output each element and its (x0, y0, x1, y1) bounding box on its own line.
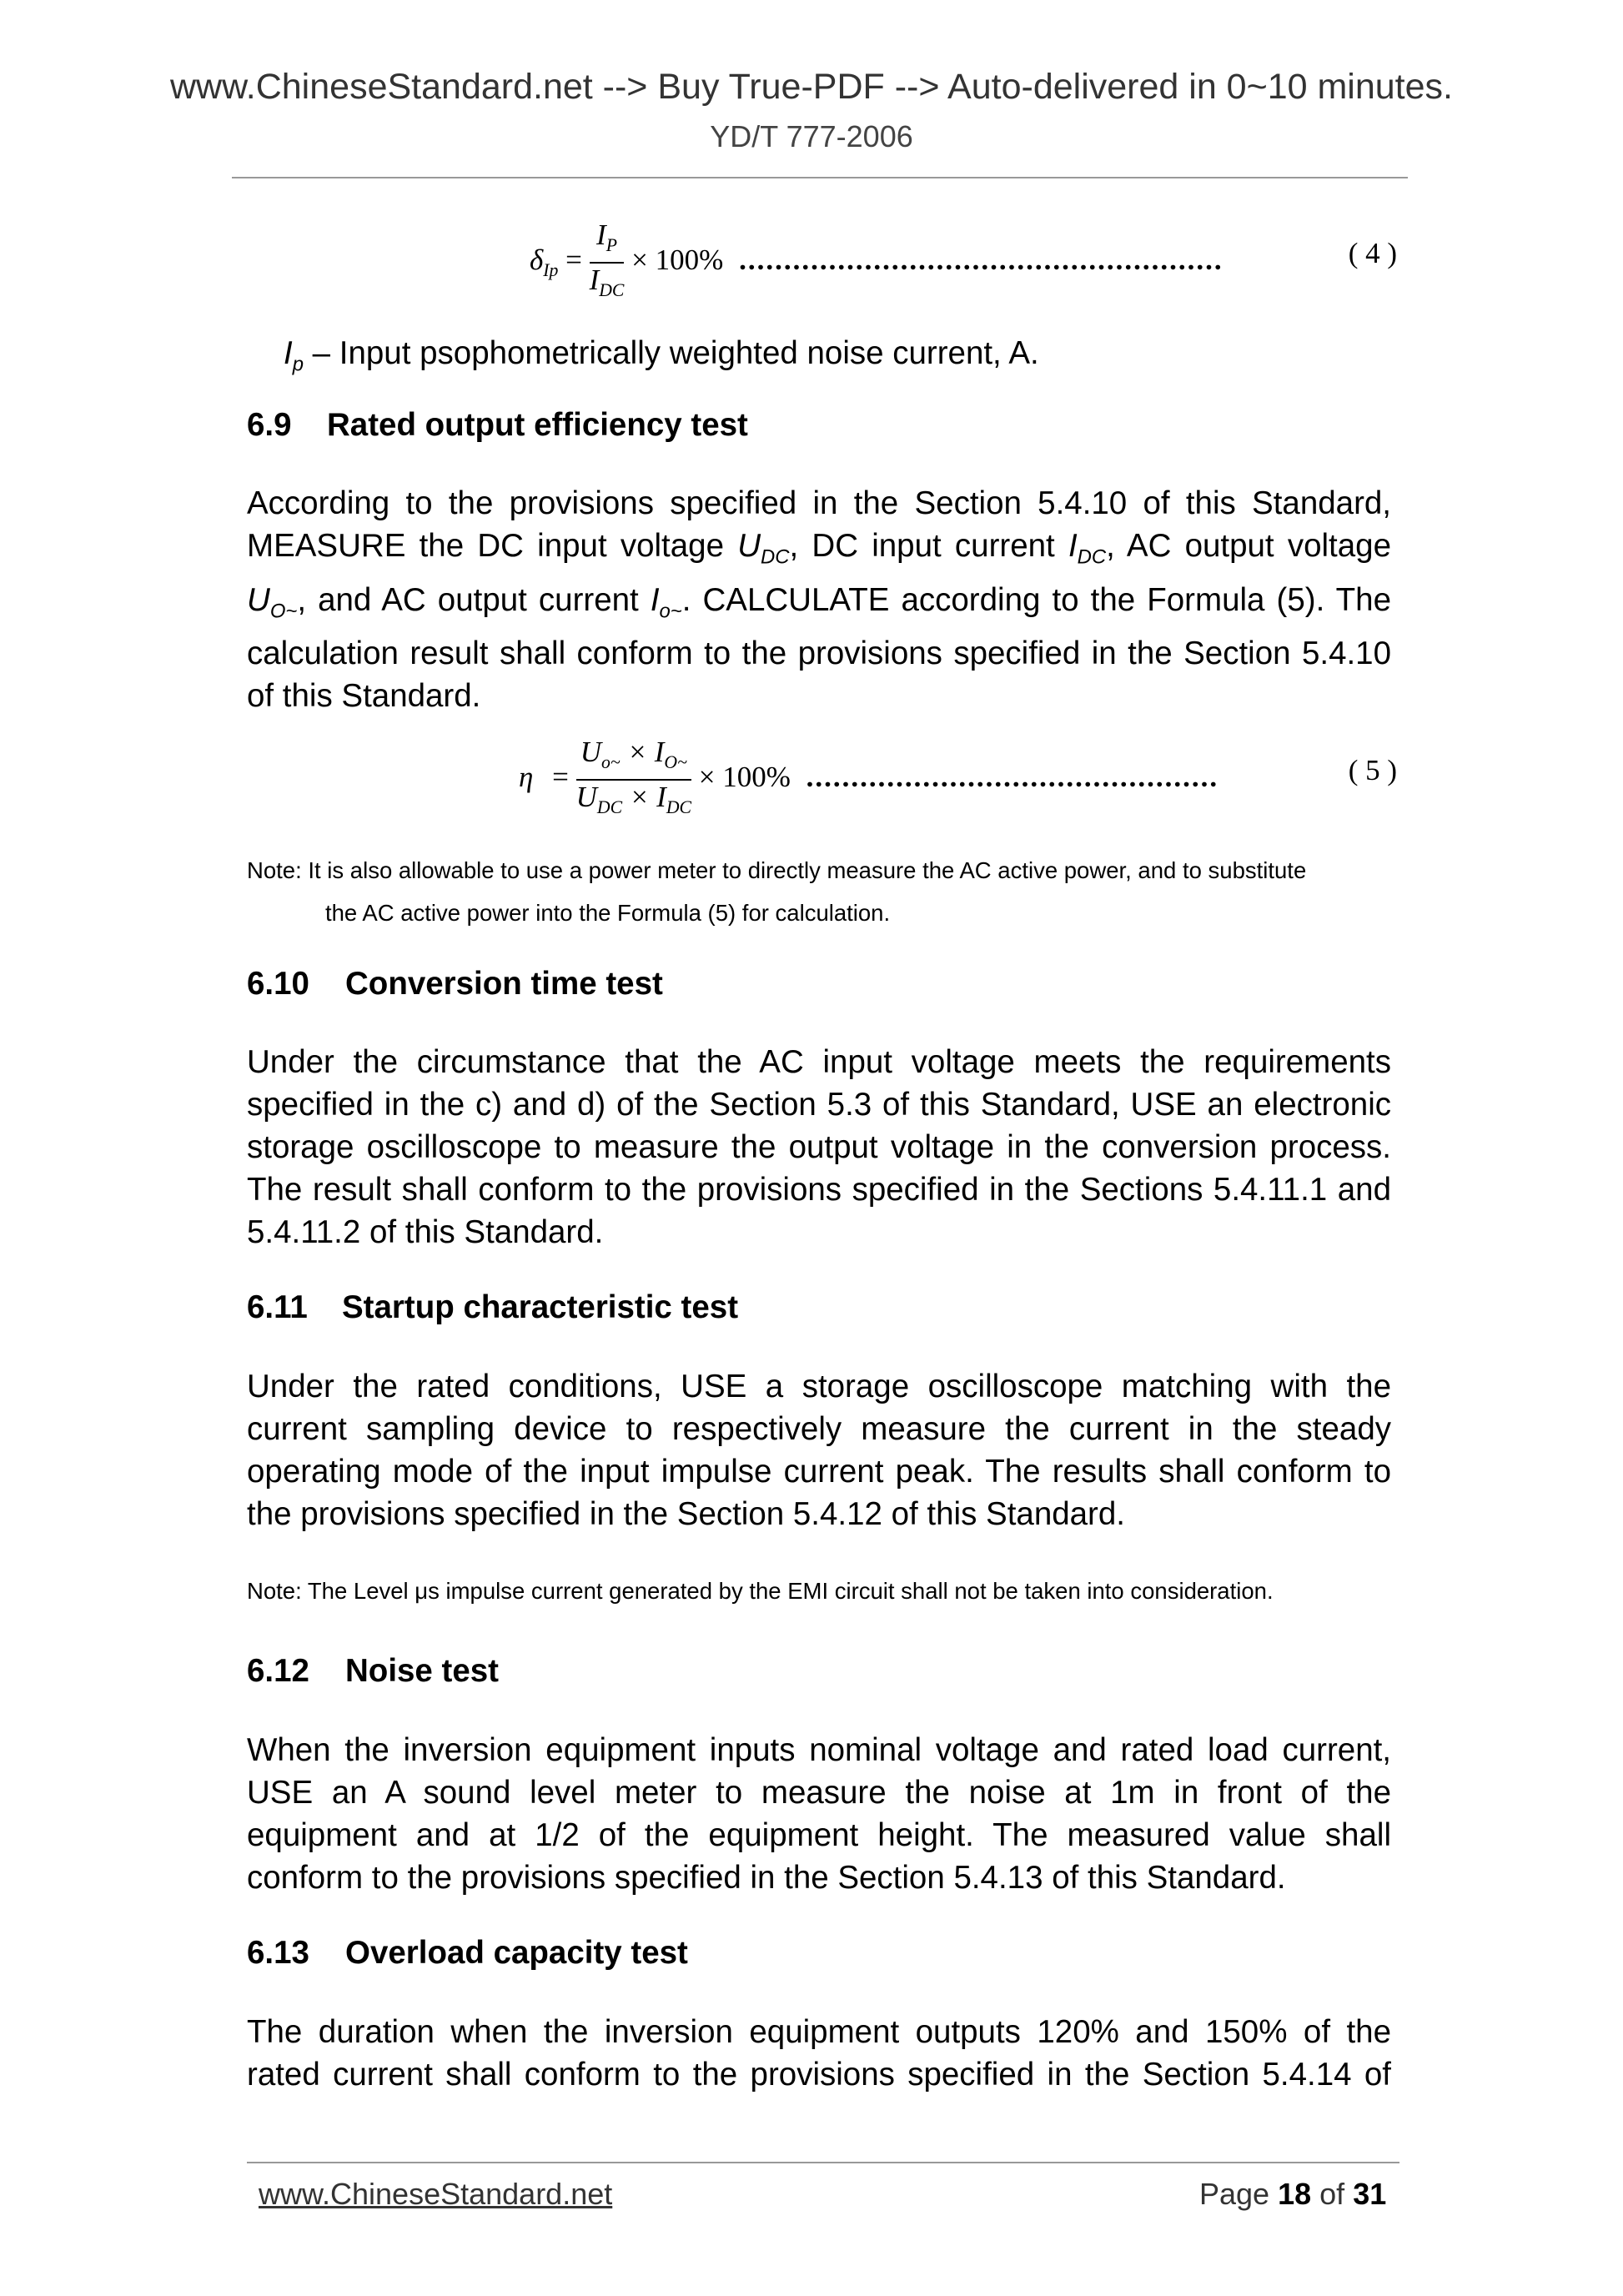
formula-5-multiplier: × 100% (698, 761, 791, 794)
section-6-11-body: Under the rated conditions, USE a storage oscilloscope matching with the current sampling device to respectively measure the current in the steady operating mode of the input impulse current peak. The results shall conform to the provisions specified in the Section 5.4.12 of this Standard. (247, 1369, 1391, 1532)
footer-site-link[interactable]: www.ChineseStandard.net (259, 2177, 613, 2211)
note-power-meter: Note: It is also allowable to use a power meter to directly measure the AC active power, and to substitute the AC active power into the Formula (5) for calculation. (247, 857, 1307, 926)
formula-4-fraction: $\frac{I_P}{I_{DC}}$ (589, 219, 625, 300)
formula-4-label: ( 4 ) (1348, 237, 1397, 269)
header-divider (232, 177, 1408, 178)
formula-4-leader: ...................................................... (739, 244, 1224, 277)
header-banner: www.ChineseStandard.net --> Buy True-PDF --> Auto-delivered in 0~10 minutes. (169, 67, 1453, 107)
formula-4-multiplier: × 100% (631, 244, 724, 277)
formula-5: η = $\frac{U_{o\sim} \times I_{O\sim}}{U_{DC} \times I_{DC}}$ × 100% .............................................. ( 5 ) (519, 736, 1397, 824)
formula-5-fraction: $\frac{U_{o\sim} \times I_{O\sim}}{U_{DC} \times I_{DC}}$ (575, 736, 691, 817)
section-6-10-heading: 6.10 Conversion time test (247, 966, 663, 1002)
standard-code: YD/T 777-2006 (710, 119, 913, 153)
formula-5-label: ( 5 ) (1348, 754, 1397, 786)
footer-divider (247, 2162, 1399, 2163)
page-indicator: Page 18 of 31 (1199, 2177, 1387, 2211)
ip-definition: $I_p$ – Input psophometrically weighted noise current, A. (284, 335, 1039, 376)
section-6-12-heading: 6.12 Noise test (247, 1653, 500, 1689)
formula-4-lhs: $\delta_{Ip}$ (530, 244, 559, 281)
section-6-13-heading: 6.13 Overload capacity test (247, 1935, 688, 1971)
note-emi: Note: The Level μs impulse current generated by the EMI circuit shall not be taken into consideration. (247, 1578, 1274, 1604)
section-6-9-heading: 6.9 Rated output efficiency test (247, 407, 748, 443)
formula-5-leader: .............................................. (806, 761, 1219, 794)
section-6-9-body: According to the provisions specified in the Section 5.4.10 of this Standard, MEASURE the DC input voltage $U_{DC}$, DC input current $I_{DC}$, AC output voltage $U_{O\sim}$, and AC output current $I_{o\sim}$. CALCULATE according to the Formula (5). The calculation result shall conform to the provisions specified in the Section 5.4.10 of this Standard. (247, 485, 1391, 715)
formula-4: $\delta_{Ip}$ = $\frac{I_P}{I_{DC}}$ × 100% ...................................................... ( 4 ) (530, 219, 1397, 307)
section-6-13-body: The duration when the inversion equipment outputs 120% and 150% of the rated current shall conform to the provisions specified in the Section 5.4.14 of (247, 2014, 1391, 2093)
section-6-11-heading: 6.11 Startup characteristic test (247, 1289, 739, 1325)
section-6-10-body: Under the circumstance that the AC input voltage meets the requirements specified in the c) and d) of the Section 5.3 of this Standard, USE an electronic storage oscilloscope to measure the output voltage in the conversion process. The result shall conform to the provisions specified in the Sections 5.4.11.1 and 5.4.11.2 of this Standard. (247, 1044, 1391, 1250)
section-6-12-body: When the inversion equipment inputs nominal voltage and rated load current, USE an A sound level meter to measure the noise at 1m in front of the equipment and at 1/2 of the equipment height. The measured value shall conform to the provisions specified in the Section 5.4.13 of this Standard. (247, 1732, 1391, 1896)
